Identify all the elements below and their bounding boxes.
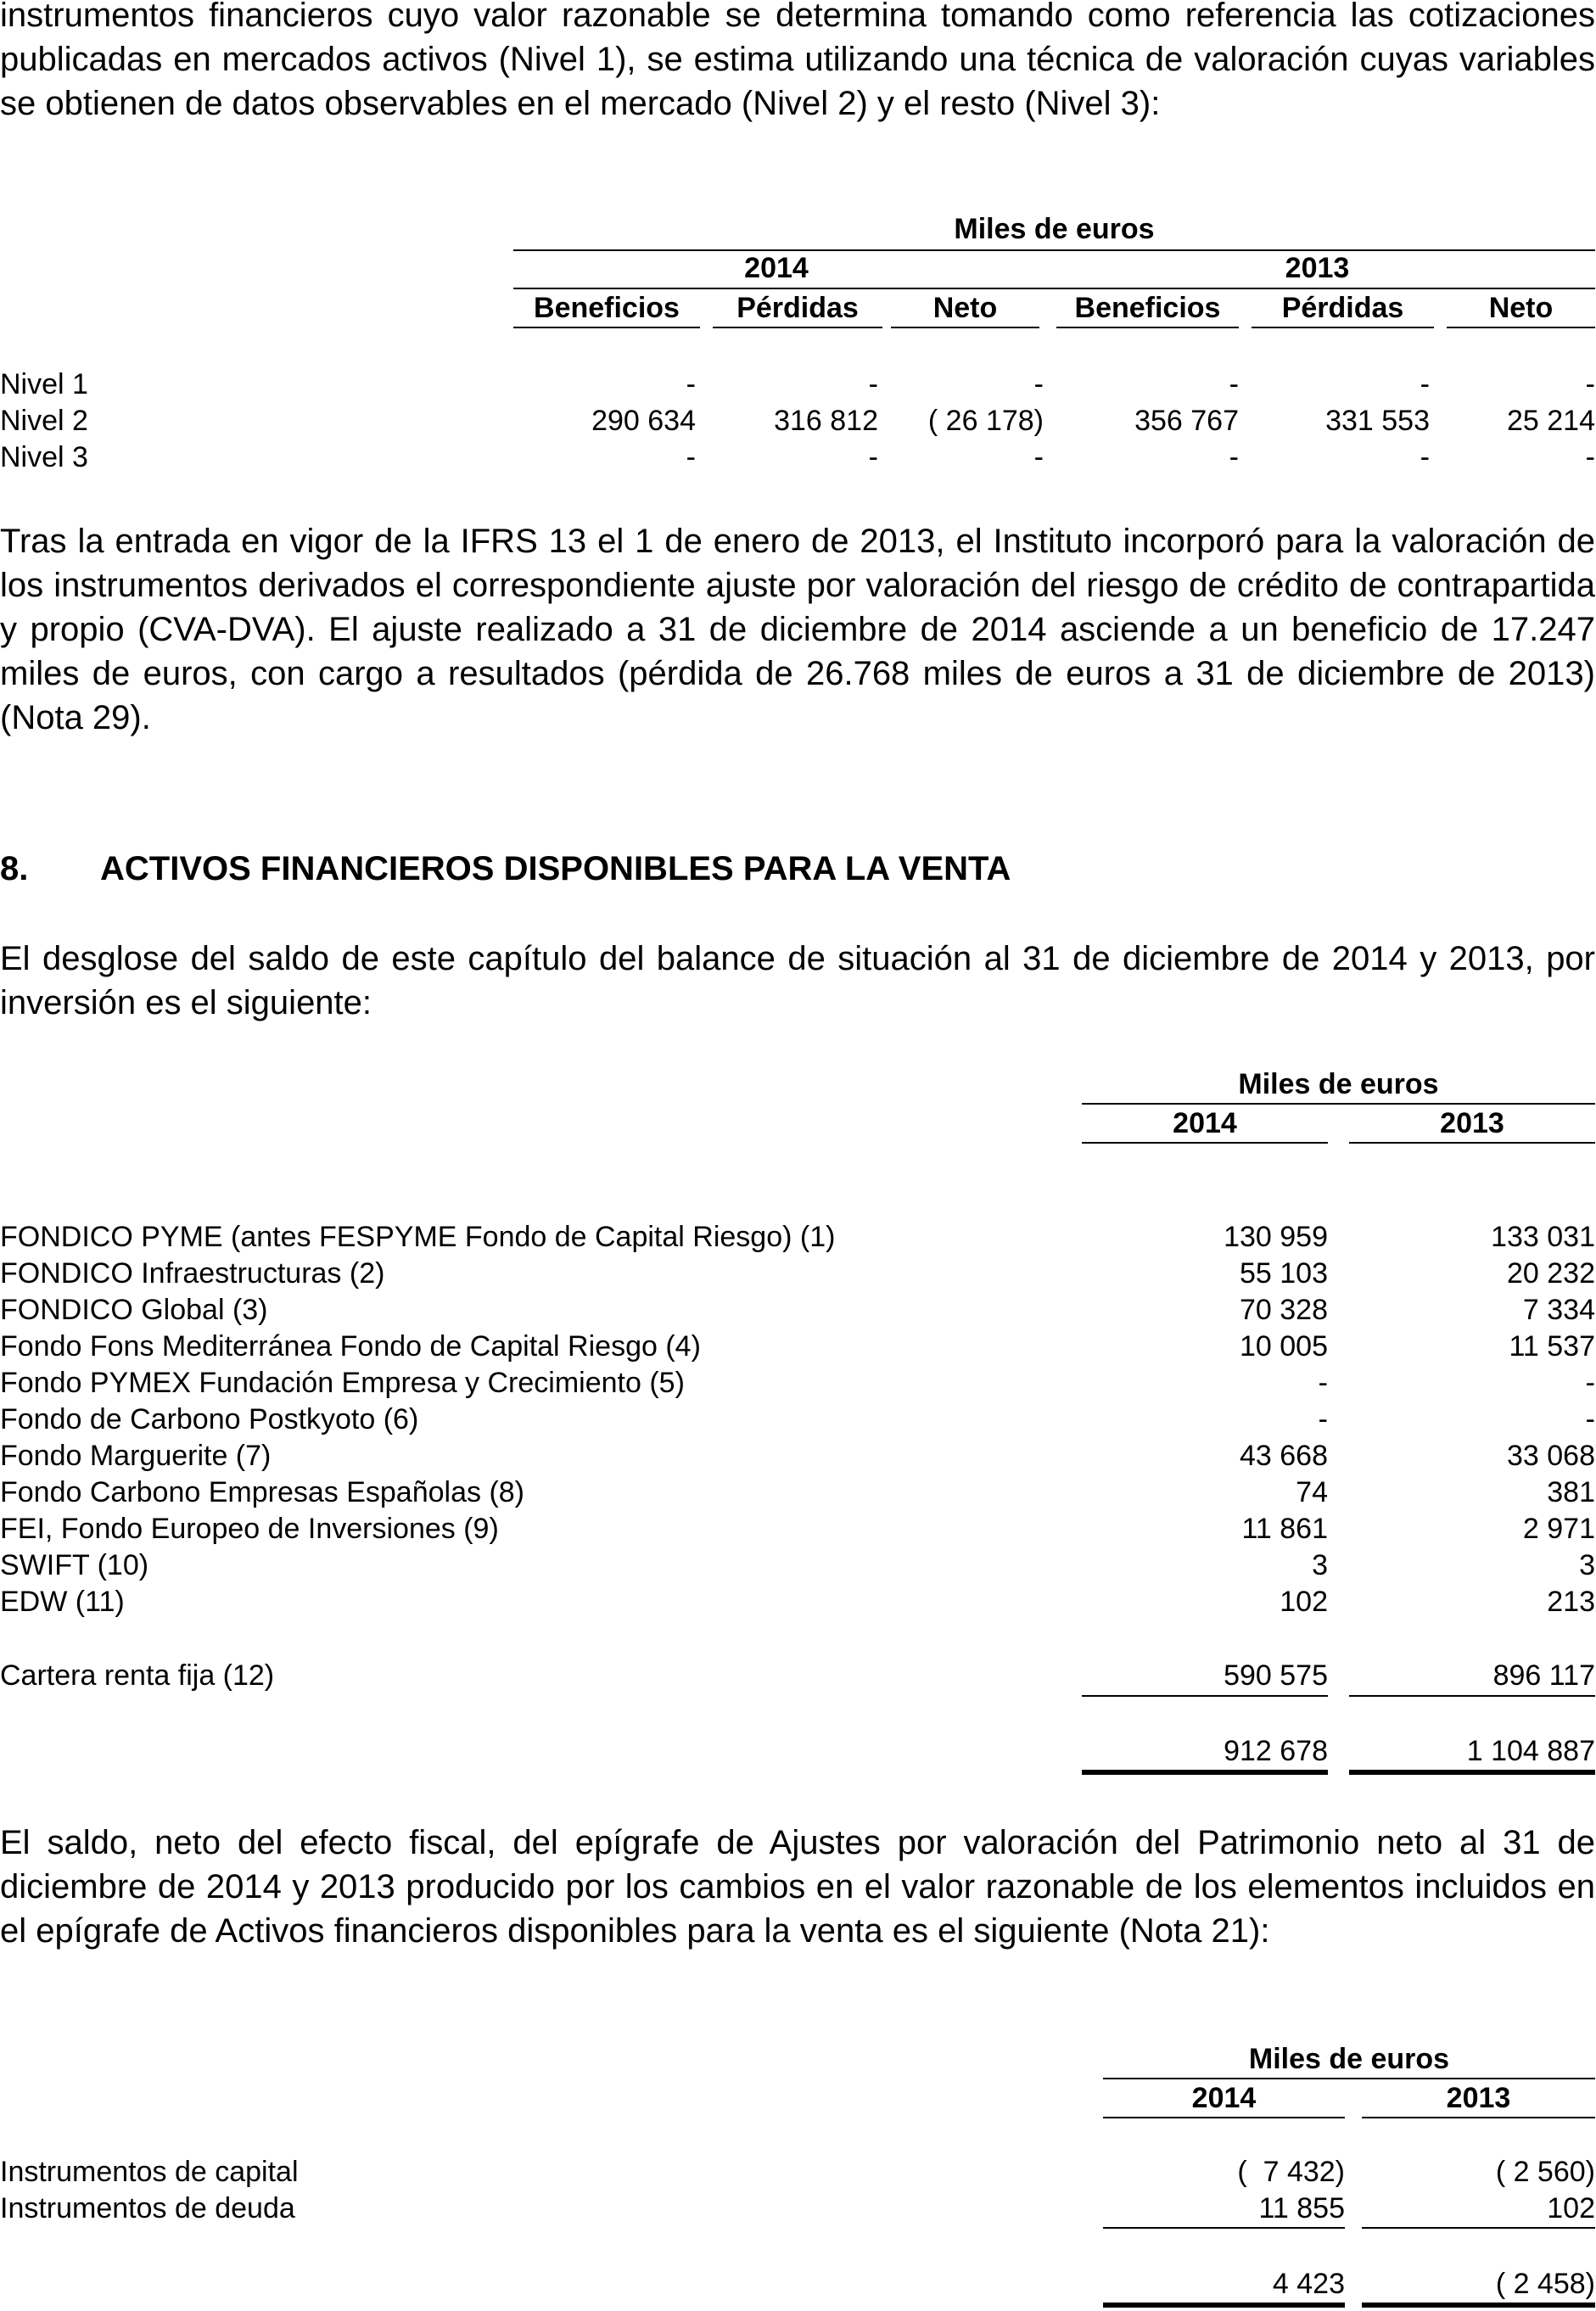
table1-col-header: Beneficios: [1074, 292, 1221, 324]
table1-rule: [1056, 327, 1239, 328]
table-cell: -: [868, 441, 878, 473]
table1-year-2014: 2014: [744, 252, 809, 284]
table-row-label: Nivel 3: [0, 441, 88, 473]
table-row-label: Instrumentos de capital: [0, 2156, 299, 2188]
table1-rule: [1039, 288, 1595, 289]
table-cell: 70 328: [1240, 1294, 1328, 1326]
table-cell: 290 634: [591, 405, 696, 437]
table-cell: -: [1033, 368, 1044, 400]
table-cell: -: [686, 368, 696, 400]
table1-rule: [891, 327, 1039, 328]
table1-rule: [1252, 327, 1434, 328]
table-row-label: Nivel 1: [0, 368, 88, 400]
table-cell: -: [1585, 1403, 1595, 1435]
table3-unit-header: Miles de euros: [1248, 2043, 1450, 2075]
table2-rule: [1082, 1103, 1595, 1105]
section-number: 8.: [0, 850, 29, 887]
table-cell: 130 959: [1224, 1221, 1328, 1253]
section-heading: [0, 847, 1011, 891]
ifrs-paragraph: Tras la entrada en vigor de la IFRS 13 el 1 de enero de 2013, el Instituto incorporó para la valoración de los instrumentos derivados el correspondiente ajuste por valoración del riesgo de crédito de contrapartida y propio (CVA-DVA). El ajuste realizado a 31 de diciembre de 2014 asciende a un beneficio de 17.247 miles de euros, con cargo a resultados (pérdida de 26.768 miles de euros a 31 de diciembre de 2013) (Nota 29).: [0, 523, 1595, 736]
table3-rule: [1103, 2078, 1595, 2079]
table-cell: -: [1318, 1367, 1328, 1399]
table-cell: 7 334: [1522, 1294, 1595, 1326]
table-row-label: Fondo PYMEX Fundación Empresa y Crecimiento (5): [0, 1367, 685, 1399]
table-row-label: Fondo Marguerite (7): [0, 1440, 272, 1472]
table-cell: -: [1229, 441, 1239, 473]
table2-unit-header: Miles de euros: [1238, 1068, 1439, 1100]
intro-paragraph: instrumentos financieros cuyo valor razonable se determina tomando como referencia las cotizaciones publicadas en mercados activos (Nivel 1), se estima utilizando una técnica de valoración cuyas variables se obtienen de datos observables en el mercado (Nivel 2) y el resto (Nivel 3):: [0, 0, 1595, 122]
table3-total: ( 2 458): [1495, 2268, 1595, 2300]
table-cell: 3: [1579, 1549, 1595, 1581]
table1-col-header: Beneficios: [534, 292, 680, 324]
table-row-label: FONDICO PYME (antes FESPYME Fondo de Capital Riesgo) (1): [0, 1221, 836, 1253]
table-cell: 213: [1547, 1586, 1595, 1618]
table-cell: -: [1420, 441, 1430, 473]
saldo-paragraph: El saldo, neto del efecto fiscal, del epígrafe de Ajustes por valoración del Patrimonio neto al 31 de diciembre de 2014 y 2013 producido por los cambios en el valor razonable de los elementos incluidos en el epígrafe de Activos financieros disponibles para la venta es el siguiente (Nota 21):: [0, 1824, 1595, 1950]
table1-col-header: Neto: [1488, 292, 1554, 324]
table1-unit-header: Miles de euros: [954, 213, 1155, 245]
table-cell: 3: [1312, 1549, 1328, 1581]
table-row-label: Nivel 2: [0, 405, 88, 437]
table-cell: -: [1585, 1367, 1595, 1399]
table-row-label: EDW (11): [0, 1586, 125, 1618]
table2-total: 912 678: [1224, 1735, 1328, 1767]
table-cell: ( 2 560): [1495, 2156, 1595, 2188]
table3-double-rule: [1103, 2303, 1345, 2308]
table-cell: 331 553: [1325, 405, 1430, 437]
table3-rule: [1103, 2117, 1345, 2118]
table-cell: -: [1033, 441, 1044, 473]
table3-total: 4 423: [1272, 2268, 1345, 2300]
table-cell: 43 668: [1240, 1440, 1328, 1472]
section-title: ACTIVOS FINANCIEROS DISPONIBLES PARA LA VENTA: [100, 850, 1011, 887]
table-cell: 74: [1296, 1476, 1328, 1508]
table-cell: ( 26 178): [927, 405, 1044, 437]
table-cell: -: [1420, 368, 1430, 400]
table-cell: 590 575: [1224, 1659, 1328, 1692]
table1-col-header: Neto: [932, 292, 998, 324]
table-cell: 25 214: [1507, 405, 1595, 437]
table1-rule: [513, 288, 1039, 289]
table2-rule: [1349, 1695, 1595, 1697]
table3-year-2014: 2014: [1191, 2082, 1257, 2114]
table-row-label: Fondo Carbono Empresas Españolas (8): [0, 1476, 524, 1508]
table-cell: 102: [1280, 1586, 1328, 1618]
table2-rule: [1349, 1142, 1595, 1144]
table-cell: 10 005: [1240, 1330, 1328, 1363]
table-cell: -: [1585, 441, 1595, 473]
table2-year-2013: 2013: [1440, 1107, 1504, 1139]
table3-rule: [1362, 2117, 1595, 2118]
table2-rule: [1082, 1142, 1328, 1144]
table-cell: 381: [1547, 1476, 1595, 1508]
table-cell: 316 812: [774, 405, 878, 437]
table3-year-2013: 2013: [1446, 2082, 1511, 2114]
table-row-label: Cartera renta fija (12): [0, 1659, 275, 1692]
table-row-label: Fondo Fons Mediterránea Fondo de Capital Riesgo (4): [0, 1330, 701, 1363]
table2-double-rule: [1082, 1770, 1328, 1775]
table-row-label: FONDICO Infraestructuras (2): [0, 1257, 385, 1290]
table-cell: 356 767: [1134, 405, 1239, 437]
table-row-label: SWIFT (10): [0, 1549, 149, 1581]
table3-rule: [1103, 2227, 1345, 2229]
table1-rule: [1447, 327, 1595, 328]
table1-rule: [513, 327, 700, 328]
table2-year-2014: 2014: [1173, 1107, 1237, 1139]
table-cell: 133 031: [1491, 1221, 1595, 1253]
table-cell: 33 068: [1507, 1440, 1595, 1472]
desglose-paragraph: El desglose del saldo de este capítulo del balance de situación al 31 de diciembre de 2014 y 2013, por inversión es el siguiente:: [0, 940, 1595, 1021]
table-cell: -: [1318, 1403, 1328, 1435]
table-row-label: FONDICO Global (3): [0, 1294, 268, 1326]
table2-total: 1 104 887: [1466, 1735, 1595, 1767]
table1-col-header: Pérdidas: [1281, 292, 1404, 324]
table-cell: 20 232: [1507, 1257, 1595, 1290]
table2-rule: [1082, 1695, 1328, 1697]
table-cell: 55 103: [1240, 1257, 1328, 1290]
table-cell: -: [1585, 368, 1595, 400]
table-cell: -: [1229, 368, 1239, 400]
table-row-label: Fondo de Carbono Postkyoto (6): [0, 1403, 419, 1435]
table-cell: ( 7 432): [1237, 2156, 1345, 2188]
table3-rule: [1362, 2227, 1595, 2229]
table-cell: -: [868, 368, 878, 400]
table-cell: -: [686, 441, 696, 473]
table-cell: 11 855: [1258, 2192, 1345, 2224]
table-row-label: Instrumentos de deuda: [0, 2192, 295, 2224]
table-cell: 2 971: [1522, 1513, 1595, 1545]
table1-year-2013: 2013: [1285, 252, 1350, 284]
table-cell: 102: [1547, 2192, 1595, 2224]
table1-col-header: Pérdidas: [736, 292, 859, 324]
table-cell: 896 117: [1492, 1659, 1595, 1692]
table2-double-rule: [1349, 1770, 1595, 1775]
table-cell: 11 537: [1509, 1330, 1595, 1363]
table-row-label: FEI, Fondo Europeo de Inversiones (9): [0, 1513, 499, 1545]
table1-rule: [713, 327, 882, 328]
table3-double-rule: [1362, 2303, 1595, 2308]
table-cell: 11 861: [1241, 1513, 1328, 1545]
